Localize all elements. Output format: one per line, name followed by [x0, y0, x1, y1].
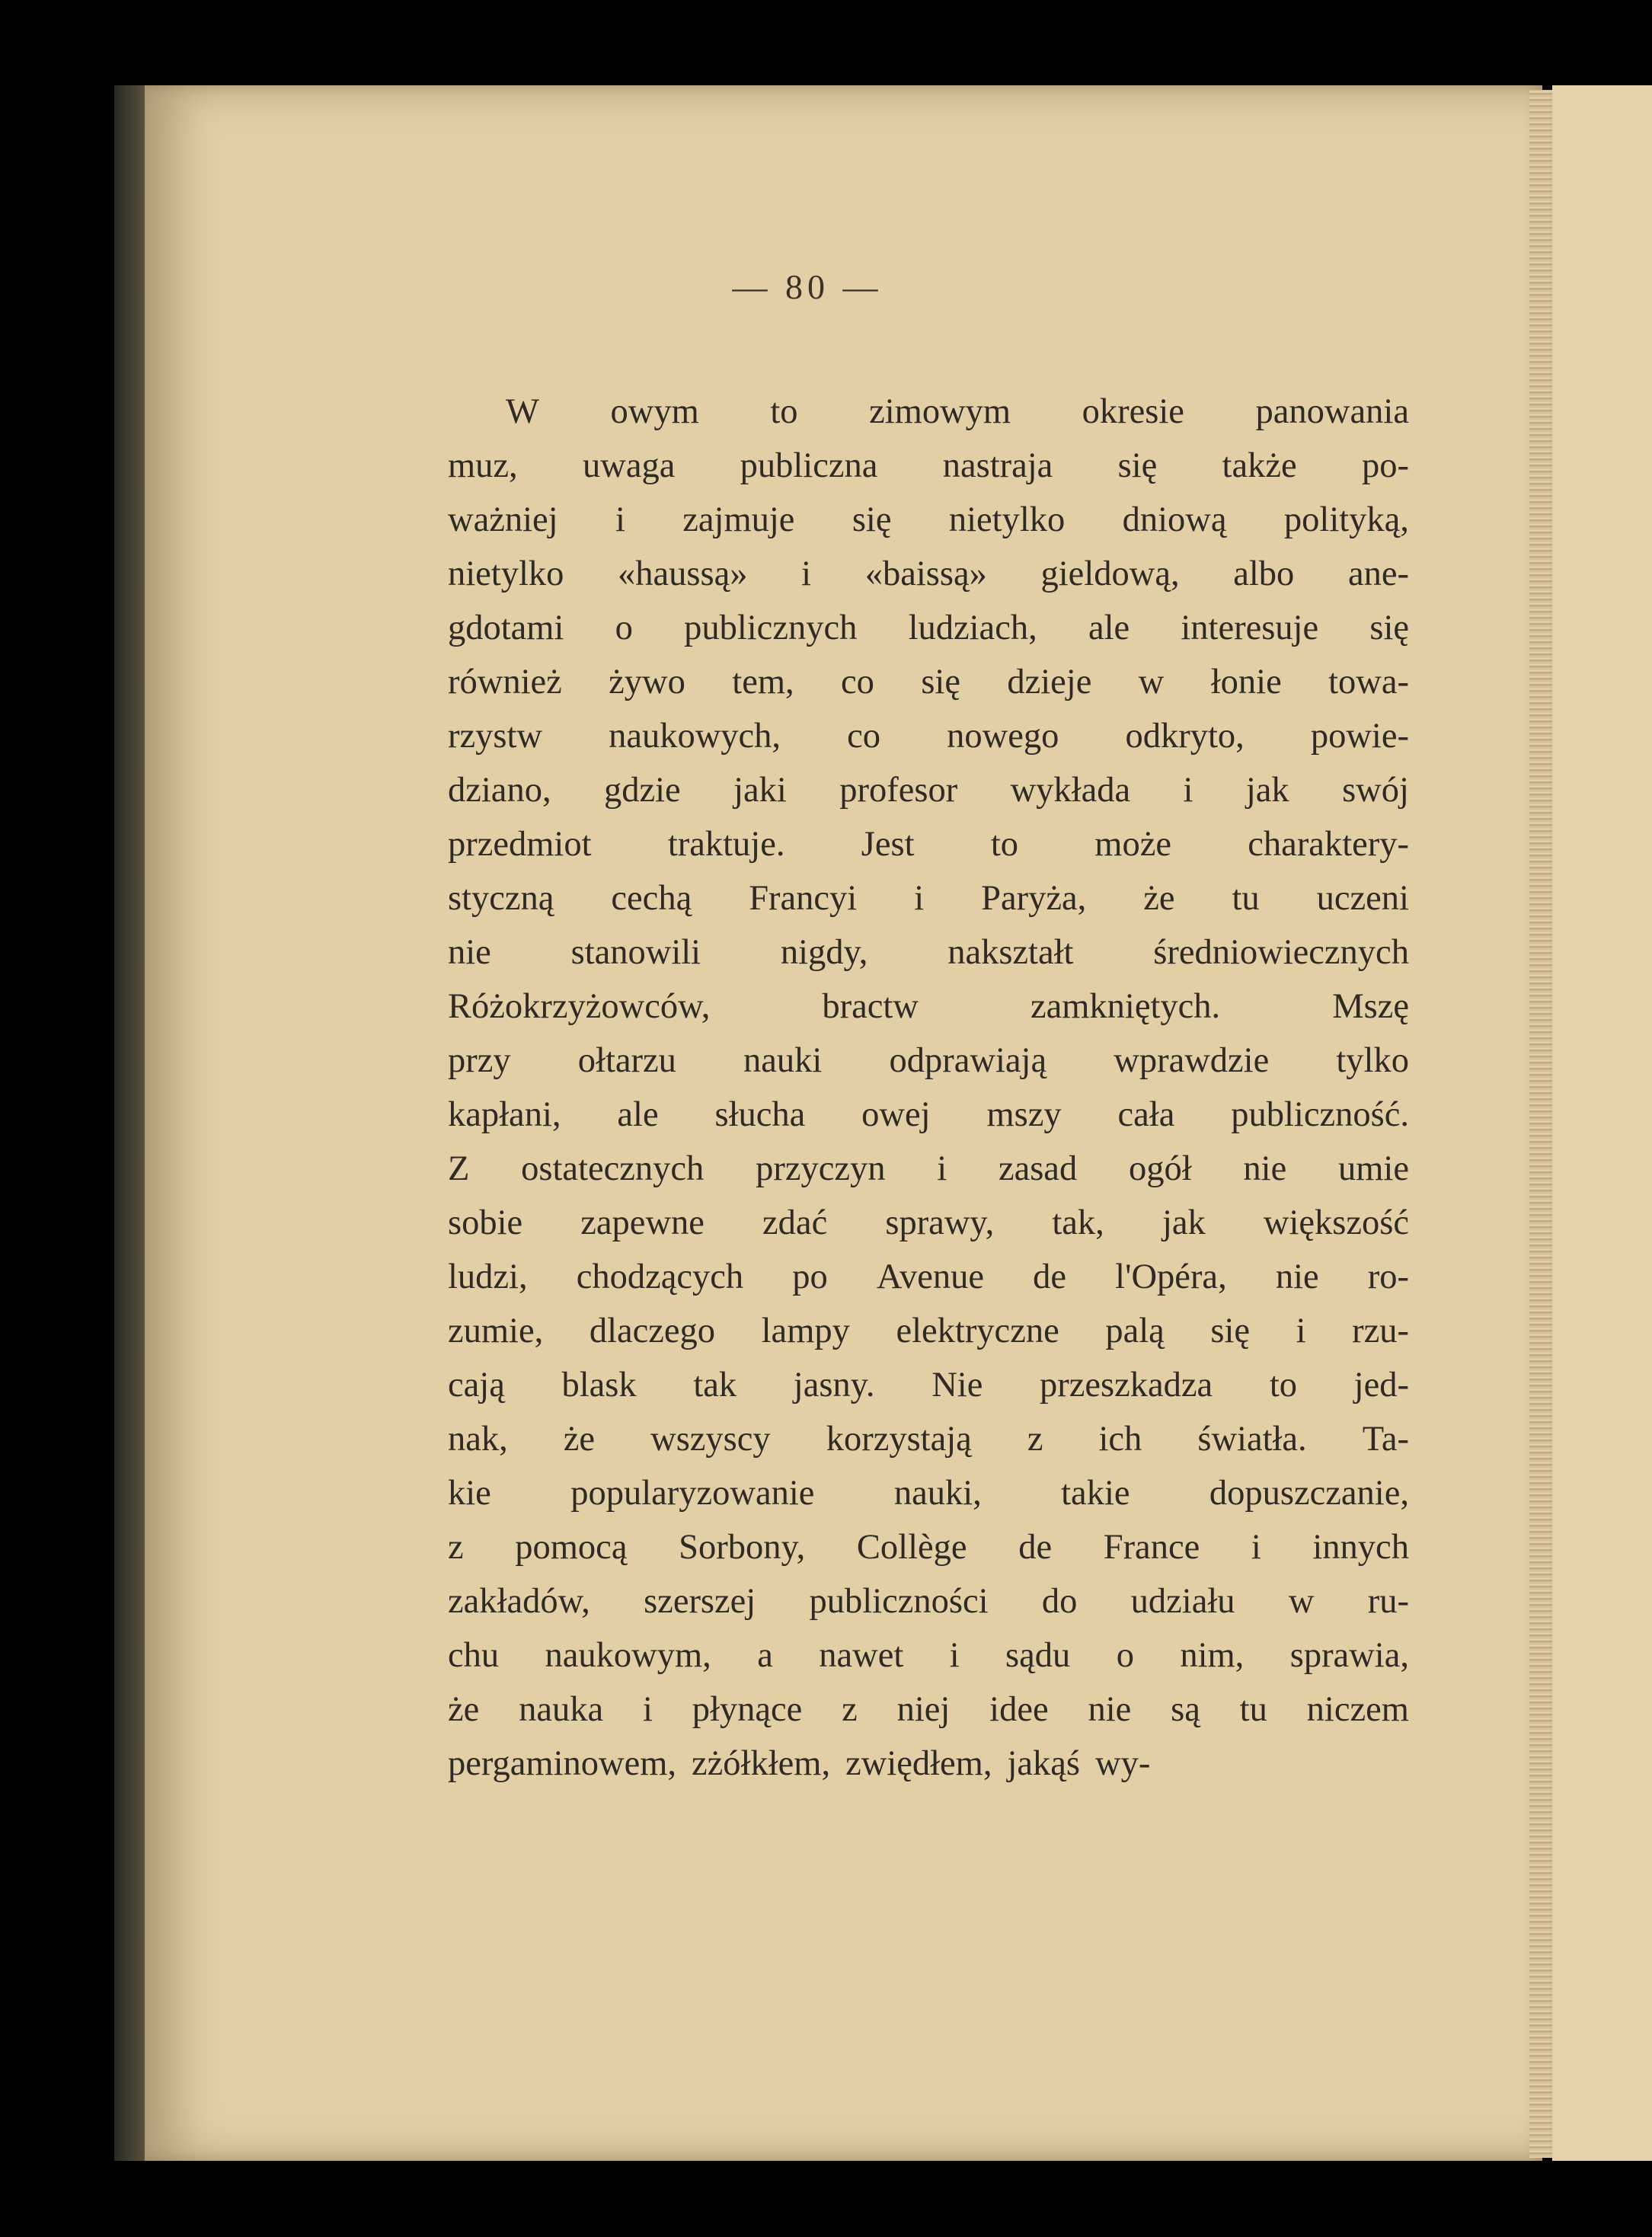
- text-line: Różokrzyżowców, bractw zamkniętych. Mszę: [448, 987, 1409, 1026]
- text-line: styczną cechą Francyi i Paryża, że tu uczeni: [448, 879, 1409, 918]
- text-line: zumie, dlaczego lampy elektryczne palą się i rzu-: [448, 1312, 1409, 1350]
- text-line: że nauka i płynące z niej idee nie są tu niczem: [448, 1690, 1409, 1729]
- text-line: nak, że wszyscy korzystają z ich światła. Ta-: [448, 1420, 1409, 1459]
- page-number: — 80 —: [732, 267, 883, 306]
- text-line: pergaminowem, zżółkłem, zwiędłem, jakąś wy-: [448, 1744, 1151, 1783]
- text-line: kapłani, ale słucha owej mszy cała publiczność.: [448, 1095, 1409, 1134]
- text-line: ważniej i zajmuje się nietylko dniową polityką,: [448, 500, 1409, 539]
- text-line: przy ołtarzu nauki odprawiają wprawdzie tylko: [448, 1041, 1409, 1080]
- page-stack-edge: [1529, 90, 1552, 2158]
- text-line: również żywo tem, co się dzieje w łonie towa-: [448, 663, 1409, 701]
- text-line: muz, uwaga publiczna nastraja się także po-: [448, 446, 1409, 485]
- body-text: [448, 385, 1409, 1791]
- text-line: ludzi, chodzących po Avenue de l'Opéra, nie ro-: [448, 1258, 1409, 1296]
- text-line: chu naukowym, a nawet i sądu o nim, sprawia,: [448, 1636, 1409, 1675]
- text-line: zakładów, szerszej publiczności do udziału w ru-: [448, 1582, 1409, 1621]
- text-line: cają blask tak jasny. Nie przeszkadza to jed-: [448, 1366, 1409, 1405]
- text-line: kie popularyzowanie nauki, takie dopuszczanie,: [448, 1474, 1409, 1513]
- text-line: nietylko «haussą» i «baissą» gieldową, albo ane-: [448, 554, 1409, 593]
- text-line: z pomocą Sorbony, Collège de France i innych: [448, 1528, 1409, 1567]
- text-line: gdotami o publicznych ludziach, ale interesuje się: [448, 609, 1409, 647]
- text-line: rzystw naukowych, co nowego odkryto, powie-: [448, 717, 1409, 756]
- text-line: nie stanowili nigdy, nakształt średniowiecznych: [448, 933, 1409, 972]
- facing-page: [1552, 85, 1652, 2161]
- text-line: W owym to zimowym okresie panowania: [506, 392, 1409, 431]
- text-line: Z ostatecznych przyczyn i zasad ogół nie umie: [448, 1149, 1409, 1188]
- text-line: sobie zapewne zdać sprawy, tak, jak większość: [448, 1203, 1409, 1242]
- text-line: dziano, gdzie jaki profesor wykłada i jak swój: [448, 771, 1409, 810]
- text-line: przedmiot traktuje. Jest to może charaktery-: [448, 825, 1409, 864]
